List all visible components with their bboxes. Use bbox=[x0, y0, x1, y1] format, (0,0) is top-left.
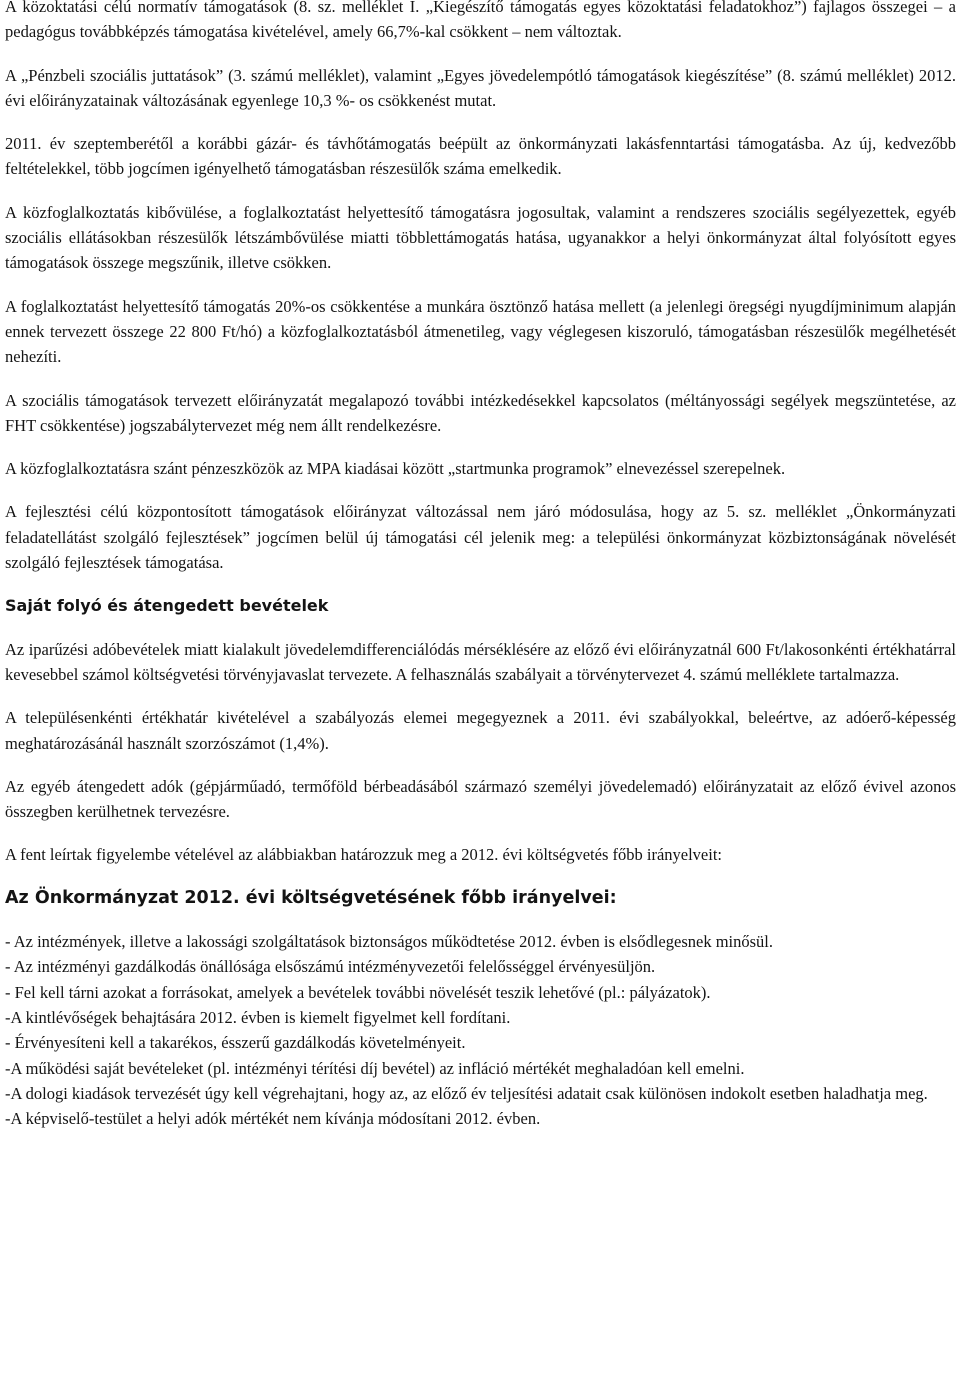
list-item: - Érvényesíteni kell a takarékos, ésszerű gazdálkodás követelményeit. bbox=[5, 1033, 466, 1053]
paragraph-foglalkoztatast-helyettesito: A foglalkoztatást helyettesítő támogatás 20%-os csökkentése a munkára ösztönző hatása mellett (a jelenlegi öregségi nyugdíjminimum alapján ennek tervezett összege 22 800 Ft/hó) a közfoglalkoztatásból átmenetileg, vagy véglegesen kiszoruló, támogatásban részesülők megélhetését nehezíti. bbox=[5, 296, 956, 367]
paragraph-kozoktatasi-tamogatasok: A közoktatási célú normatív támogatások (8. sz. melléklet I. „Kiegészítő támogatás egyes közoktatási feladatokhoz”) fajlagos összegei – a pedagógus továbbképzés támogatása kivételével, amely 66,7%-kal csökkent – nem változtak. bbox=[5, 0, 956, 42]
guideline-list bbox=[5, 929, 956, 1131]
paragraph-szocialis-elozmenyek: A szociális támogatások tervezett előirányzatát megalapozó további intézkedésekkel kapcsolatos (méltányossági segélyek megszüntetése, az FHT csökkentése) jogszabálytervezet még nem állt rendelkezésre. bbox=[5, 390, 956, 435]
paragraph-fejlesztesi-celu: A fejlesztési célú központosított támogatások előirányzat változással nem járó módosulása, hogy az 5. sz. melléklet „Önkormányzati feladatellátást szolgáló fejlesztések” jogcímen belül új támogatási cél jelenik meg: a települési önkormányzat közbiztonságának növelését szolgáló fejlesztések támogatása. bbox=[5, 502, 956, 573]
section-heading-iranyelvek: Az Önkormányzat 2012. évi költségvetésének főbb irányelvei: bbox=[5, 887, 617, 908]
paragraph-kozfoglalkoztatas: A közfoglalkoztatás kibővülése, a foglalkoztatást helyettesítő támogatásra jogosultak, valamint a rendszeres szociális segélyezettek, egyéb szociális ellátásokban részesülők létszámbővülése miatti többlettámogatás hatása, ugyanakkor a helyi önkormányzat által folyósított egyes támogatások összege megszűnik, illetve csökken. bbox=[5, 202, 956, 273]
list-item: -A dologi kiadások tervezését úgy kell végrehajtani, hogy az, az előző év teljesítési adatait csak különösen indokolt esetben haladhatja meg. bbox=[5, 1083, 928, 1103]
section-heading-bevetelek: Saját folyó és átengedett bevételek bbox=[5, 596, 329, 616]
paragraph-startmunka: A közfoglalkoztatásra szánt pénzeszközök az MPA kiadásai között „startmunka programok” elnevezéssel szerepelnek. bbox=[5, 459, 786, 479]
paragraph-iranyelvek-bevezeto: A fent leírtak figyelembe vételével az alábbiakban határozzuk meg a 2012. évi költségvetés főbb irányelveit: bbox=[5, 845, 723, 865]
list-item: - Az intézményi gazdálkodás önállósága elsőszámú intézményvezetői felelősséggel érvényesüljön. bbox=[5, 957, 656, 977]
list-item: -A működési saját bevételeket (pl. intézményi térítési díj bevétel) az infláció mértékét meghaladóan kell emelni. bbox=[5, 1058, 745, 1078]
list-item: -A képviselő-testület a helyi adók mértékét nem kívánja módosítani 2012. évben. bbox=[5, 1109, 541, 1129]
paragraph-atengedett-adok: Az egyéb átengedett adók (gépjárműadó, termőföld bérbeadásából származó személyi jövedelemadó) előirányzatait az előző évivel azonos összegben kerülhetnek tervezésre. bbox=[5, 776, 956, 822]
list-item: - Az intézmények, illetve a lakossági szolgáltatások biztonságos működtetése 2012. évben is elsődlegesnek minősül. bbox=[5, 932, 773, 952]
paragraph-penzbeli-szocialis: A „Pénzbeli szociális juttatások” (3. számú melléklet), valamint „Egyes jövedelempótló támogatások kiegészítése” (8. számú melléklet) 2012. évi előirányzatainak változásának egyenlege 10,3 %- os csökkenést mutat. bbox=[5, 65, 956, 110]
list-item: - Fel kell tárni azokat a forrásokat, amelyek a bevételek további növelését teszik lehetővé (pl.: pályázatok). bbox=[5, 982, 711, 1002]
document-page bbox=[5, 0, 956, 1131]
paragraph-ertekhatar: A településenkénti értékhatár kivételével a szabályozás elemei megegyeznek a 2011. évi szabályokkal, beleértve, az adóerő-képesség meghatározásánál használt szorzószámot (1,4%). bbox=[5, 708, 956, 753]
list-item: -A kintlévőségek behajtására 2012. évben is kiemelt figyelmet kell fordítani. bbox=[5, 1007, 511, 1027]
paragraph-iparuzesi-ado: Az iparűzési adóbevételek miatt kialakult jövedelemdifferenciálódás mérséklésére az előző évi előirányzatnál 600 Ft/lakosonkénti értékhatárral kevesebbel számol költségvetési törvényjavaslat tervezete. A felhasználás szabályait a törvénytervezet 4. számú melléklete tartalmazza. bbox=[5, 639, 956, 684]
paragraph-lakasfenntartasi: 2011. év szeptemberétől a korábbi gázár- és távhőtámogatás beépült az önkormányzati lakásfenntartási támogatásba. Az új, kedvezőbb feltételekkel, több jogcímen igényelhető támogatásban részesülők száma emelkedik. bbox=[5, 134, 956, 179]
